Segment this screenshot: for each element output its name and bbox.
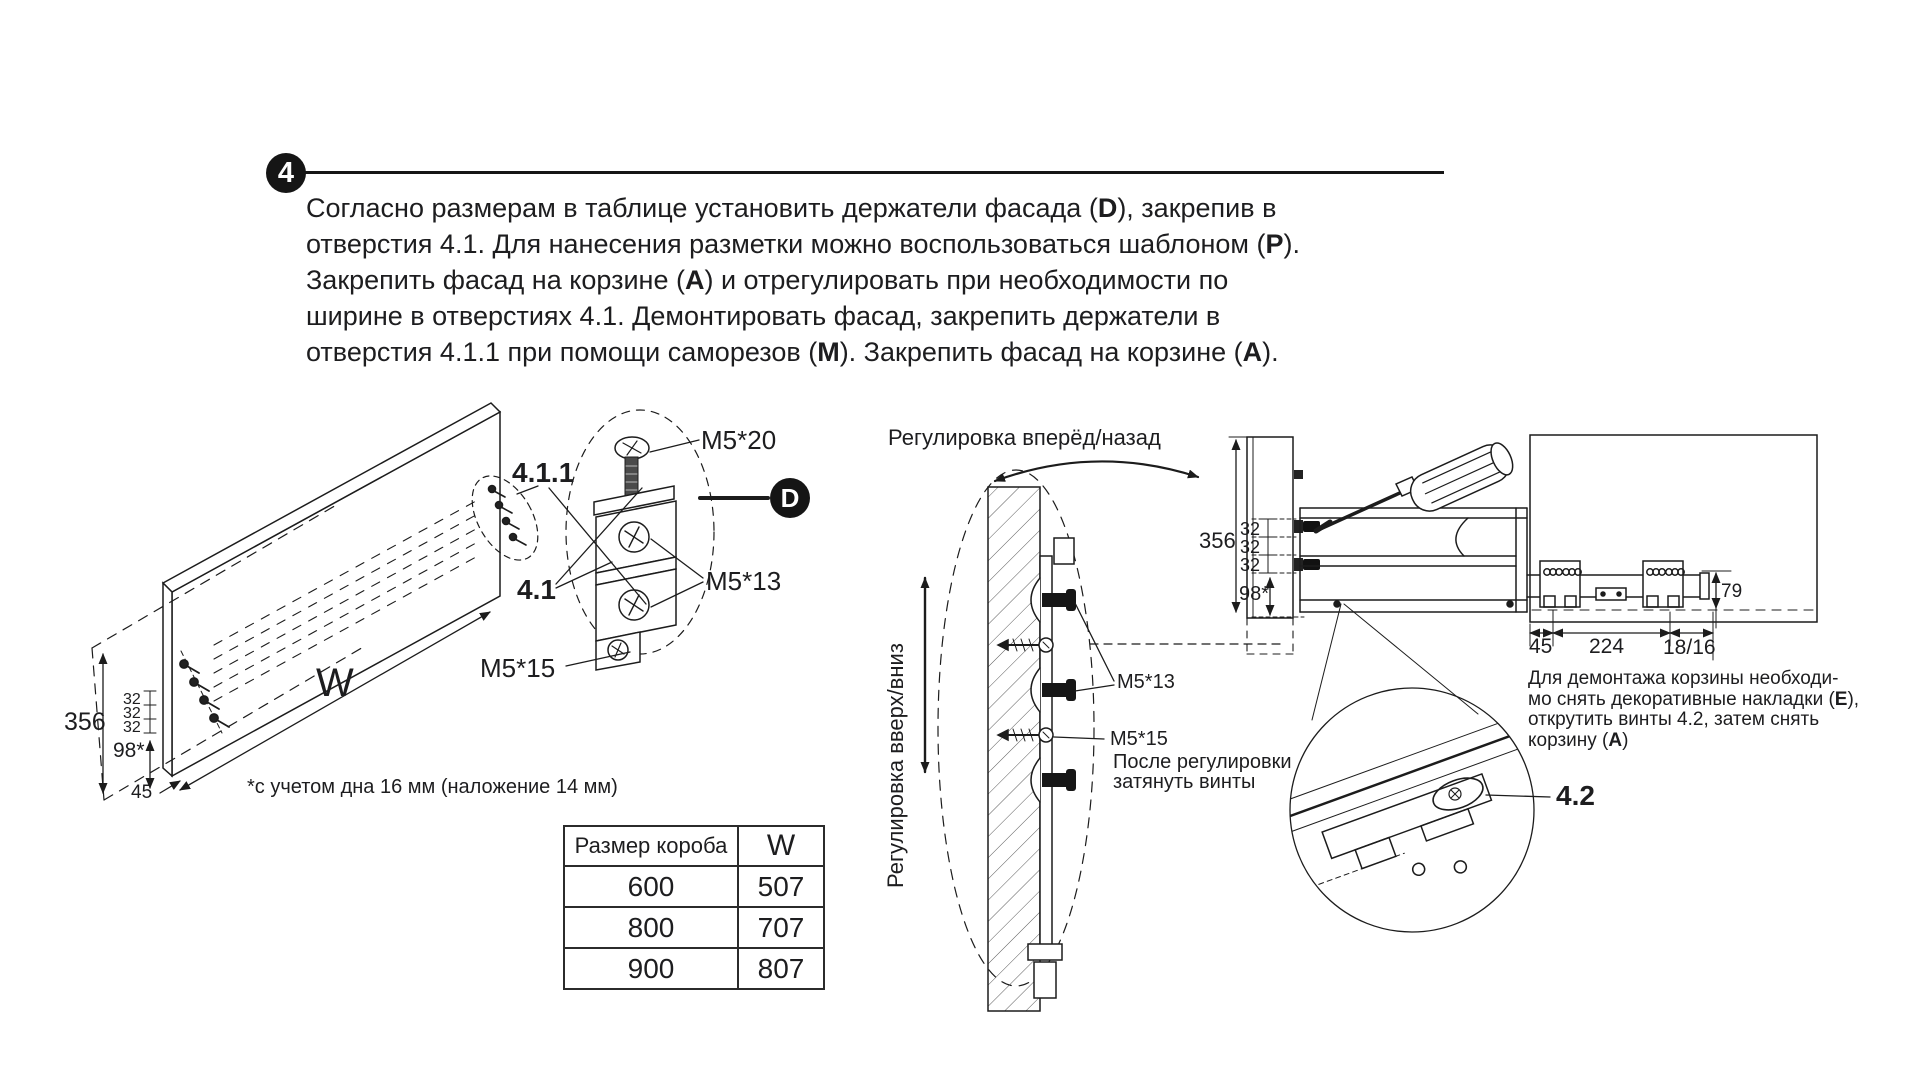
part-d-badge: D xyxy=(770,478,810,518)
instruction-line: Согласно размерам в таблице установить держатели фасада (D), закрепив в xyxy=(306,193,1277,223)
table-row xyxy=(564,866,824,907)
instruction-line: Закрепить фасад на корзине (A) и отрегулировать при необходимости по xyxy=(306,265,1229,295)
dim-rail-length: 224 xyxy=(1589,635,1625,658)
dim-facade-height: 356 xyxy=(64,708,106,736)
dim-hole-step-right: 32 xyxy=(1240,519,1261,539)
dim-rail-height: 79 xyxy=(1721,581,1743,602)
note-tighten-screws: После регулировки xyxy=(1113,751,1292,773)
label-holes-4-1: 4.1 xyxy=(517,574,556,605)
table-header-size: Размер короба xyxy=(564,826,738,866)
dim-front-gap: 45 xyxy=(1529,635,1553,658)
dim-bottom-offset: 98* xyxy=(113,739,145,762)
facade-panel-drawing xyxy=(92,403,551,800)
dismantle-note xyxy=(1528,669,1859,751)
table-row xyxy=(564,907,824,948)
dim-width-w: W xyxy=(316,661,354,705)
dim-hole-step: 32 xyxy=(123,719,141,736)
facade-holder-detail xyxy=(566,410,714,670)
slide-rail xyxy=(1527,561,1709,607)
size-table xyxy=(563,825,825,990)
label-detail-4-2: 4.2 xyxy=(1556,780,1595,811)
instruction-paragraph xyxy=(306,190,1300,370)
step-number-badge: 4 xyxy=(266,153,306,193)
adjust-forward-back-arrow xyxy=(995,461,1198,481)
dismantle-line: мо снять декоративные накладки (E), xyxy=(1528,688,1860,710)
detail-circle-4-2 xyxy=(1265,604,1567,932)
instruction-line: отверстия 4.1.1 при помощи саморезов (M). Закрепить фасад на корзине (A). xyxy=(306,337,1279,367)
table-cell: 600 xyxy=(564,866,738,907)
dim-hole-step-right: 32 xyxy=(1240,537,1261,557)
table-cell: 800 xyxy=(564,907,738,948)
table-cell: 900 xyxy=(564,948,738,989)
dim-hole-step-right: 32 xyxy=(1240,555,1261,575)
table-header-w: W xyxy=(738,826,824,866)
dim-rail-end: 18/16 xyxy=(1663,636,1716,659)
screwdriver-icon xyxy=(1316,438,1518,531)
label-screw-m5x13-section: M5*13 xyxy=(1117,671,1175,693)
dismantle-line: открутить винты 4.2, затем снять xyxy=(1528,709,1820,730)
dim-bottom-offset-right: 98* xyxy=(1239,583,1270,605)
label-screw-m5x13: M5*13 xyxy=(706,566,782,596)
dim-height-right: 356 xyxy=(1199,528,1236,553)
label-screw-m5x15-section: M5*15 xyxy=(1110,728,1168,750)
dim-hole-step: 32 xyxy=(123,705,141,722)
footnote-bottom-thickness: *с учетом дна 16 мм (наложение 14 мм) xyxy=(247,776,618,798)
table-cell: 507 xyxy=(738,866,824,907)
label-screw-m5x15: M5*15 xyxy=(480,653,556,683)
table-header-row xyxy=(564,826,824,866)
table-row xyxy=(564,948,824,989)
label-holes-4-1-1: 4.1.1 xyxy=(512,457,575,488)
dim-side-offset: 45 xyxy=(131,782,153,803)
dismantle-line: Для демонтажа корзины необходи- xyxy=(1528,668,1839,689)
label-screw-m5x20: M5*20 xyxy=(701,425,777,455)
note-tighten-screws: затянуть винты xyxy=(1113,771,1256,793)
instruction-line: отверстия 4.1. Для нанесения разметки можно воспользоваться шаблоном (P). xyxy=(306,229,1300,259)
instruction-line: ширине в отверстиях 4.1. Демонтировать фасад, закрепить держатели в xyxy=(306,301,1221,331)
step-divider-line xyxy=(304,171,1444,174)
table-cell: 707 xyxy=(738,907,824,948)
label-adjust-forward-back: Регулировка вперёд/назад xyxy=(888,425,1161,450)
table-cell: 807 xyxy=(738,948,824,989)
dim-hole-step: 32 xyxy=(123,691,141,708)
label-adjust-up-down: Регулировка вверх/вниз xyxy=(883,643,908,888)
leader-lines-middle xyxy=(1054,603,1114,739)
dismantle-line: корзину (A) xyxy=(1528,729,1629,751)
